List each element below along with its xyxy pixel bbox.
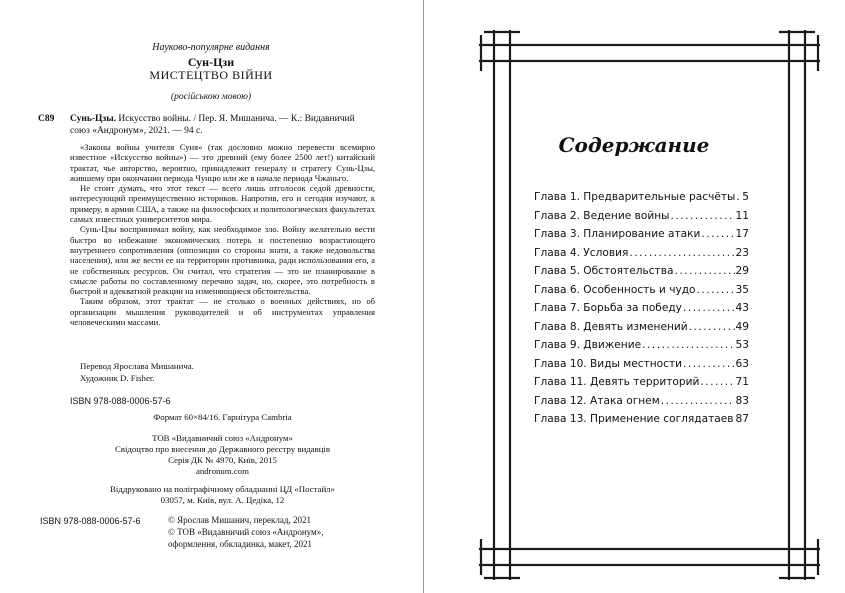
toc-leader	[701, 228, 734, 240]
toc-title: Глава 1. Предварительные расчёты	[534, 191, 736, 203]
toc-entry[interactable]	[534, 265, 749, 284]
toc-page: 23	[735, 246, 749, 259]
annotation-paragraph: «Законы войны учителя Суня» (так дословно можно перевести всемирно известное «Искусство войны») — это древний (ему более 2500 лет!) китайский трактат, чье авторство, вероятно, принадлежит генералу и стратегу Сунь-Цзы, жившему при окончании периода Чунцю или же в начале периода Чжаньго.	[70, 142, 375, 183]
format-line: Формат 60×84/16. Гарнітура Cambria	[153, 412, 292, 422]
toc-page: 5	[742, 191, 749, 203]
genre-label: Науково-популярне видання	[152, 42, 270, 53]
publisher-line: ТОВ «Видавничий союз «Андронум»	[152, 433, 293, 443]
toc-entry[interactable]	[534, 395, 749, 414]
toc-leader	[671, 210, 735, 222]
publisher-line: Свідоцтво про внесення до Державного реєстру видавців	[114, 444, 331, 454]
printer-line: Віддруковано на поліграфічному обладнанні ЦД «Постайл»	[110, 484, 335, 494]
annotation	[70, 142, 375, 327]
contents-page	[424, 0, 845, 593]
biblio-author: Сунь-Цзы.	[70, 114, 117, 124]
toc-entry[interactable]	[534, 228, 749, 247]
toc-title: Глава 13. Применение соглядатаев	[534, 413, 734, 425]
author-name: Сун-Цзи	[187, 55, 235, 69]
toc-page: 83	[735, 394, 749, 407]
toc-entry[interactable]	[534, 321, 749, 340]
toc-leader	[674, 265, 734, 277]
toc-leader	[697, 284, 735, 296]
toc-title: Глава 11. Девять территорий	[534, 376, 700, 388]
toc-page: 17	[735, 228, 749, 240]
bibliographic-record	[70, 113, 375, 137]
toc-title: Глава 12. Атака огнем	[534, 394, 660, 407]
toc-leader	[629, 247, 734, 259]
toc-title: Глава 3. Планирование атаки	[534, 228, 701, 240]
toc-page: 43	[735, 302, 749, 314]
toc-page: 71	[735, 376, 749, 388]
publisher-line: Серія ДК № 4970, Київ, 2015	[168, 455, 277, 465]
toc-page: 29	[735, 265, 749, 277]
toc-entry[interactable]	[534, 413, 749, 432]
annotation-paragraph: Сунь-Цзы воспринимал войну, как необходимое зло. Войну желательно вести быстро во избежание экономических потерь и постепенно возрастающего внутреннего сопротивления (оппозиции со стороны знати, а также недовольства населения), или же вести ее на территории противника, ради использования его, а не собственных ресурсов. Он считал, что стратегия — это не планирование в смысле работы по составленному перечню задач, но, скорее, это потребность в быстрой и адекватной реакции на изменяющиеся обстоятельства.	[70, 224, 375, 297]
toc-title: Глава 10. Виды местности	[534, 357, 683, 370]
toc-leader	[683, 302, 735, 314]
toc-page: 49	[735, 320, 749, 333]
toc-entry[interactable]	[534, 376, 749, 395]
toc-title: Глава 6. Особенность и чудо	[534, 283, 696, 296]
toc-leader	[642, 339, 734, 351]
contents-heading: Содержание	[558, 133, 710, 157]
isbn-bottom: ISBN 978-088-0006-57-6	[40, 516, 141, 526]
imprint-page	[0, 0, 422, 593]
annotation-paragraph: Не стоит думать, что этот текст — всего лишь отголосок седой древности, интересующий преимущественно историков. Напротив, его и сегодня изучают, к примеру, в армии США, а также на философских и политологических факультетах самых известных университетов мира.	[70, 183, 375, 225]
toc-title: Глава 4. Условия	[534, 246, 629, 259]
toc-entry[interactable]	[534, 339, 749, 358]
toc-title: Глава 2. Ведение войны	[534, 209, 670, 222]
publisher-website: andronum.com	[195, 466, 249, 476]
copyright-line: © Ярослав Мишанич, переклад, 2021	[168, 515, 311, 525]
copyright-line: оформлення, обкладинка, макет, 2021	[168, 539, 313, 549]
toc-page: 63	[735, 357, 749, 370]
toc-page: 35	[735, 283, 749, 296]
annotation-paragraph: Таким образом, этот трактат — не столько о военных действиях, но об организации мышления руководителей и об инструментах управления человеческими массами.	[70, 296, 375, 328]
toc-entry[interactable]	[534, 191, 749, 210]
toc-page: 53	[735, 339, 749, 351]
isbn: ISBN 978-088-0006-57-6	[70, 396, 171, 406]
toc-entry[interactable]	[534, 302, 749, 321]
toc-title: Глава 9. Движение	[534, 339, 642, 351]
toc-entry[interactable]	[534, 358, 749, 377]
biblio-text: Искусство войны. / Пер. Я. Мишанича. — К.: Видавничий союз «Андронум», 2021. — 94 с.	[70, 114, 355, 136]
book-title: МИСТЕЦТВО ВІЙНИ	[149, 68, 273, 82]
toc-leader	[689, 321, 735, 333]
toc-entry[interactable]	[534, 284, 749, 303]
toc-page: 11	[735, 209, 749, 222]
copyright-line: © ТОВ «Видавничий союз «Андронум»,	[168, 527, 324, 537]
toc-title: Глава 8. Девять изменений	[534, 320, 688, 333]
table-of-contents	[534, 191, 749, 432]
toc-entry[interactable]	[534, 210, 749, 229]
printer-address: 03057, м. Київ, вул. А. Цедіка, 12	[160, 495, 285, 505]
toc-leader	[700, 376, 734, 388]
artist-credit: Художник D. Fisher.	[80, 373, 155, 383]
catalog-code: С89	[38, 114, 55, 124]
toc-leader	[736, 191, 741, 203]
toc-title: Глава 5. Обстоятельства	[534, 265, 674, 277]
toc-entry[interactable]	[534, 247, 749, 266]
toc-title: Глава 7. Борьба за победу	[534, 302, 682, 314]
translator-credit: Перевод Ярослава Мишанича.	[80, 361, 194, 371]
language-note: (російською мовою)	[170, 92, 252, 102]
toc-leader	[683, 358, 734, 370]
toc-page: 87	[735, 413, 750, 425]
toc-leader	[661, 395, 735, 407]
